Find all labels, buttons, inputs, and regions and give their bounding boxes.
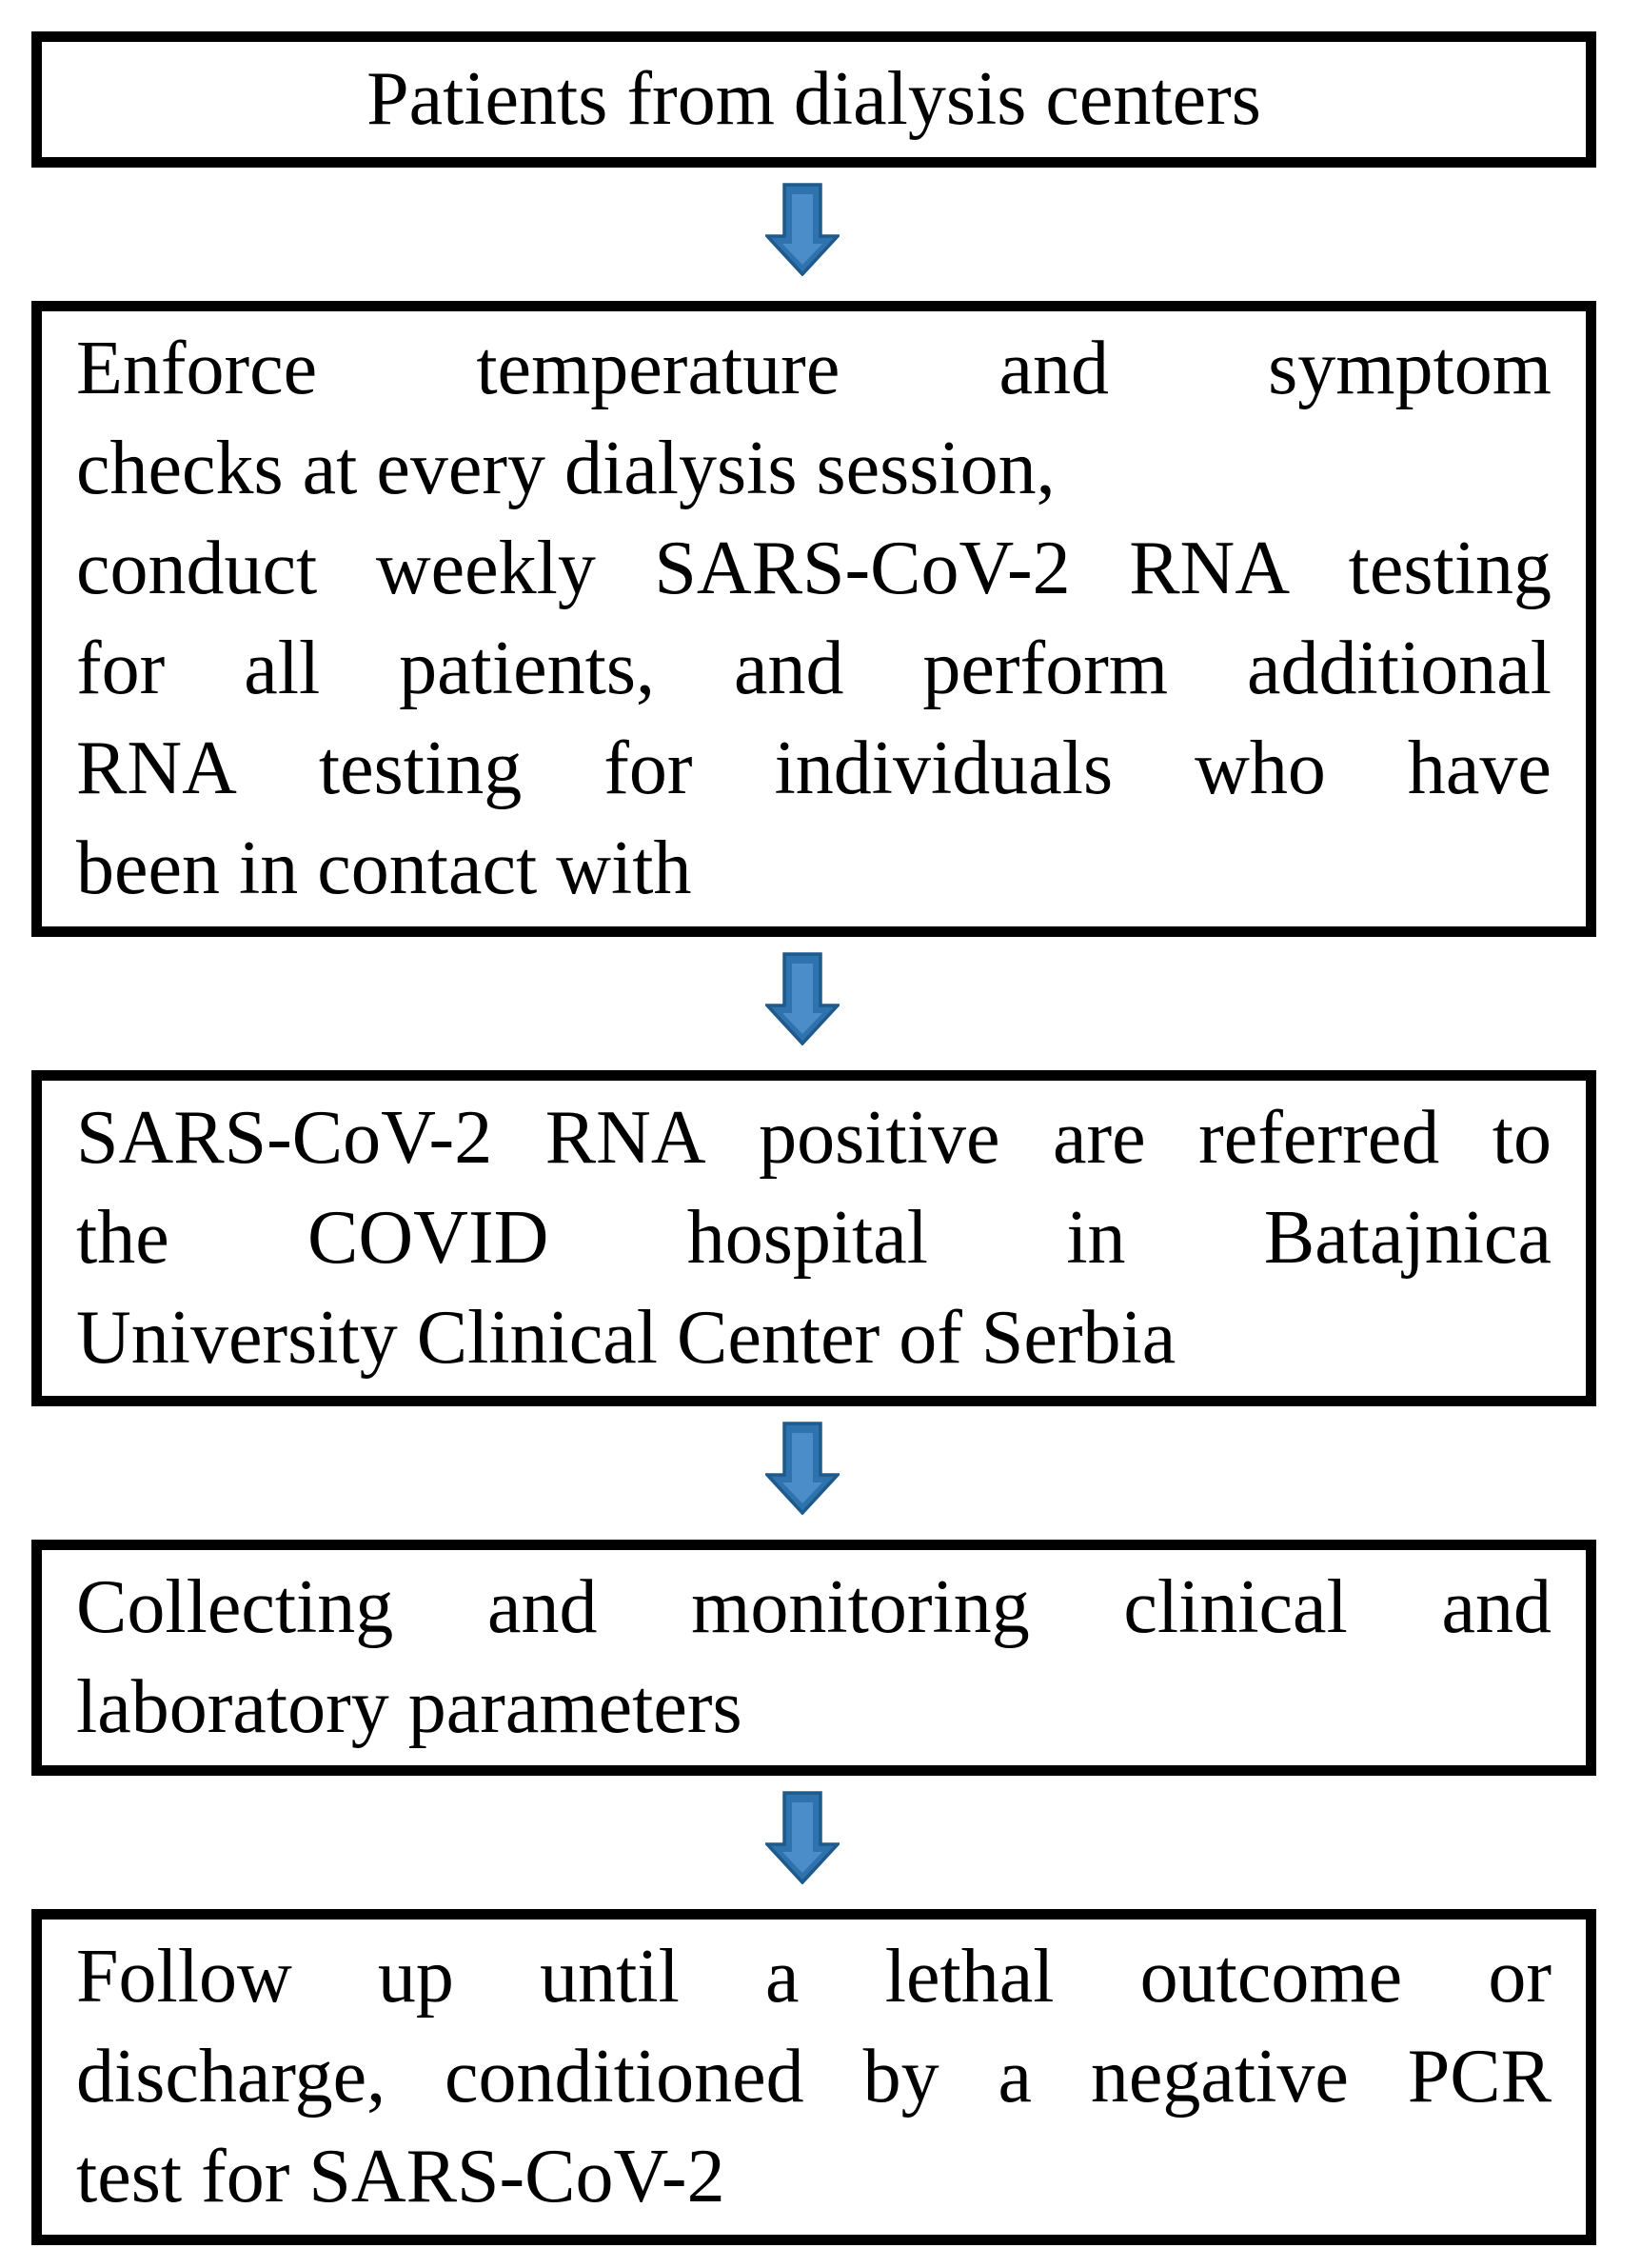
box-monitoring-line-1 — [76, 1558, 1552, 1658]
word: discharge, — [76, 2035, 386, 2119]
word: testing — [318, 726, 523, 810]
word: a — [765, 1935, 800, 2019]
word: perform — [922, 627, 1169, 710]
word: PCR — [1407, 2035, 1552, 2119]
word: by — [862, 2035, 939, 2119]
word: positive — [759, 1096, 1000, 1180]
box-monitoring — [31, 1540, 1596, 1776]
down-arrow-1 — [765, 183, 840, 276]
box-referral-line-2 — [76, 1188, 1552, 1288]
box-followup-line-3: test for SARS-CoV-2 — [76, 2135, 725, 2218]
word: testing — [1348, 527, 1552, 610]
word: negative — [1090, 2035, 1349, 2119]
word: Follow — [76, 1935, 292, 2019]
word: conduct — [76, 527, 318, 610]
box-patients-line-1: Patients from dialysis centers — [366, 57, 1261, 141]
word: monitoring — [691, 1565, 1030, 1649]
box-referral-line-3: University Clinical Center of Serbia — [76, 1296, 1176, 1380]
word: Batajnica — [1263, 1196, 1552, 1280]
word: who — [1195, 726, 1326, 810]
word: and — [733, 627, 844, 710]
word: weekly — [375, 527, 596, 610]
word: a — [998, 2035, 1032, 2119]
word: are — [1052, 1096, 1146, 1180]
word: COVID — [307, 1196, 549, 1280]
word: Collecting — [76, 1565, 394, 1649]
word: referred — [1198, 1096, 1440, 1180]
word: to — [1492, 1096, 1552, 1180]
word: and — [486, 1565, 598, 1649]
box-monitoring-line-2: laboratory parameters — [76, 1665, 742, 1749]
word: all — [244, 627, 321, 710]
box-followup-line-1 — [76, 1927, 1552, 2027]
word: have — [1407, 726, 1552, 810]
box-referral — [31, 1070, 1596, 1406]
word: outcome — [1139, 1935, 1403, 2019]
word: up — [377, 1935, 454, 2019]
word: for — [76, 627, 166, 710]
word: RNA — [544, 1096, 706, 1180]
word: SARS-CoV-2 — [76, 1096, 493, 1180]
word: hospital — [686, 1196, 929, 1280]
word: the — [76, 1196, 169, 1280]
box-referral-line-1 — [76, 1088, 1552, 1188]
word: conditioned — [444, 2035, 804, 2119]
box-screening-line-6: been in contact with — [76, 826, 692, 910]
word: RNA — [1129, 527, 1291, 610]
word: patients, — [399, 627, 655, 710]
down-arrow-4 — [765, 1791, 840, 1884]
word: and — [1441, 1565, 1552, 1649]
word: symptom — [1268, 327, 1552, 410]
box-screening — [31, 301, 1596, 937]
word: temperature — [476, 327, 840, 410]
box-screening-line-3 — [76, 519, 1552, 619]
down-arrow-3 — [765, 1422, 840, 1515]
word: and — [998, 327, 1109, 410]
word: until — [540, 1935, 680, 2019]
word: in — [1066, 1196, 1126, 1280]
box-followup-line-2 — [76, 2027, 1552, 2127]
box-screening-line-5 — [76, 719, 1552, 819]
word: RNA — [76, 726, 237, 810]
word: individuals — [774, 726, 1114, 810]
box-screening-line-4 — [76, 619, 1552, 719]
box-screening-line-2: checks at every dialysis session, — [76, 427, 1056, 510]
word: additional — [1247, 627, 1552, 710]
box-screening-line-1 — [76, 319, 1552, 419]
word: for — [603, 726, 693, 810]
down-arrow-2 — [765, 952, 840, 1045]
box-followup — [31, 1909, 1596, 2245]
word: Enforce — [76, 327, 318, 410]
box-patients — [31, 31, 1596, 168]
word: or — [1488, 1935, 1552, 2019]
word: SARS-CoV-2 — [654, 527, 1071, 610]
word: lethal — [884, 1935, 1055, 2019]
word: clinical — [1123, 1565, 1348, 1649]
